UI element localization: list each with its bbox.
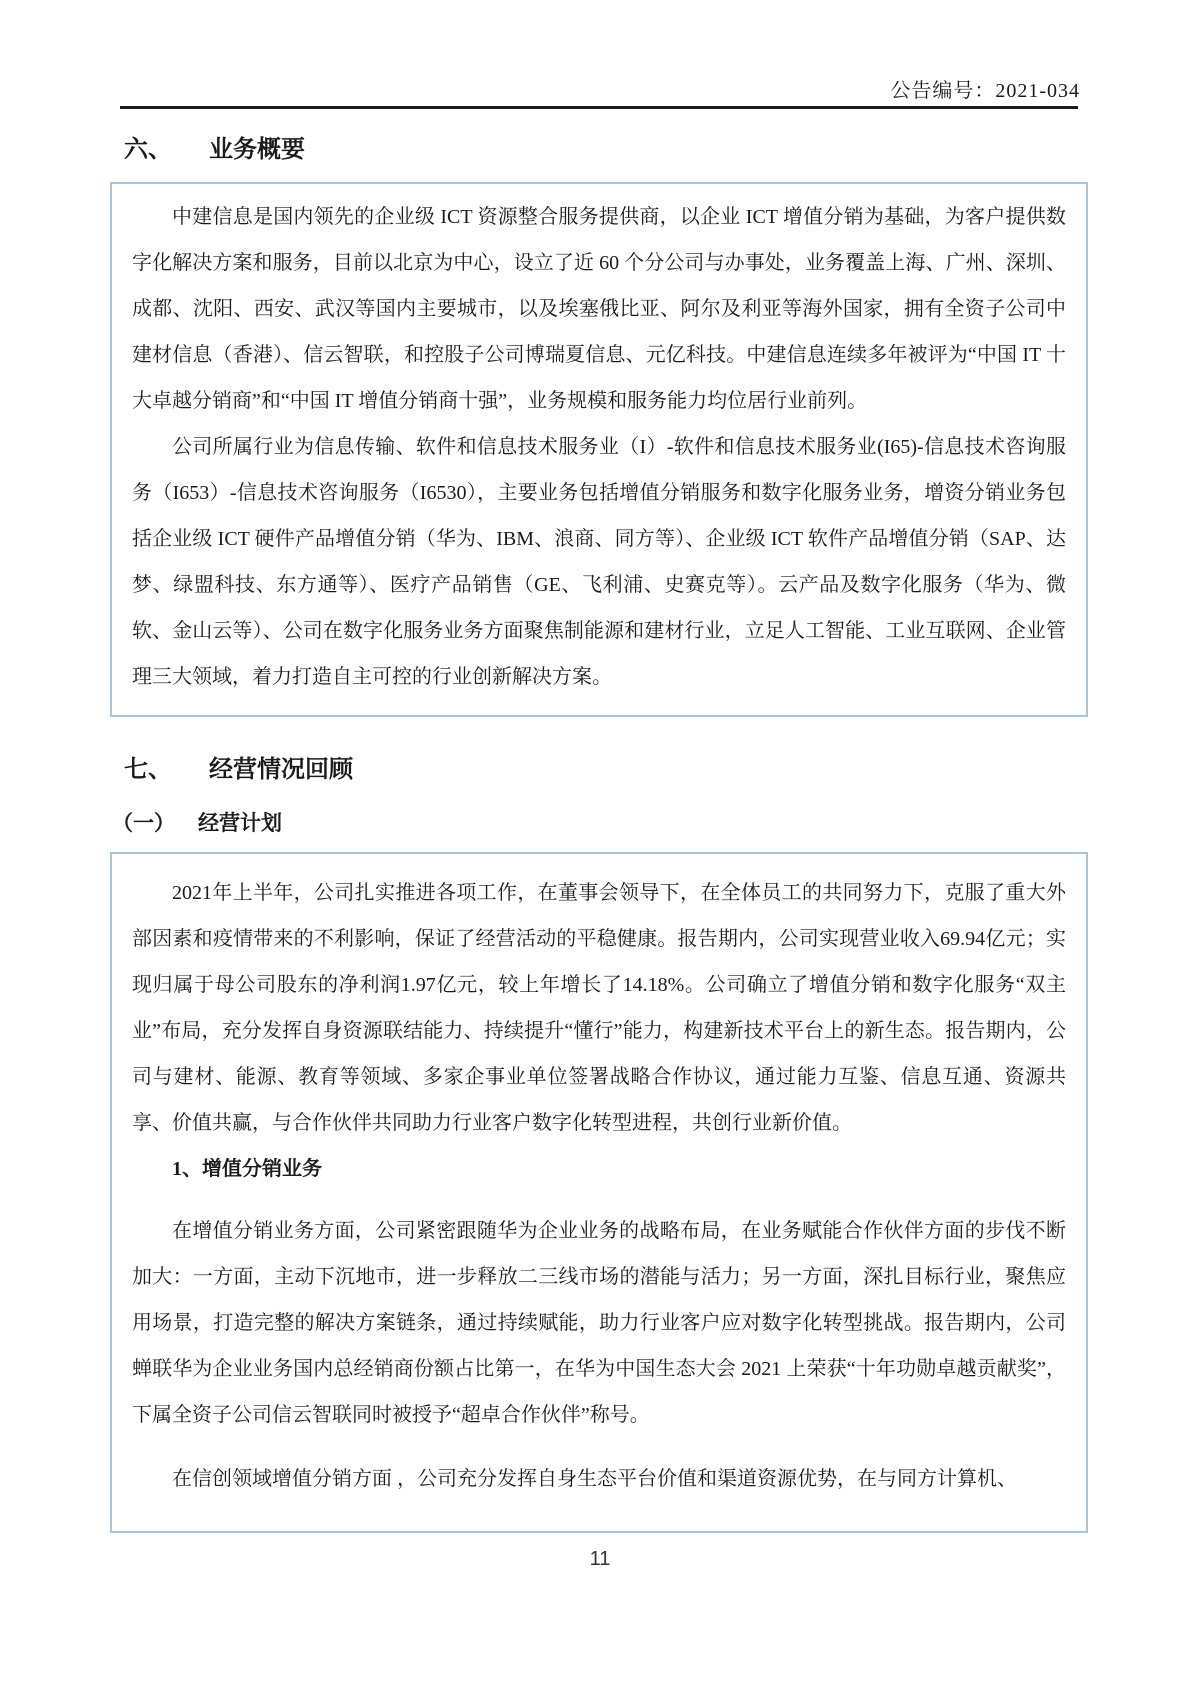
section-number: 六、	[124, 137, 172, 163]
subheading-value-added-distribution: 1、增值分销业务	[172, 1158, 322, 1180]
paragraph: 中建信息是国内领先的企业级 ICT 资源整合服务提供商，以企业 ICT 增值分销为基础，为客户提供数字化解决方案和服务，目前以北京为中心，设立了近 60 个分公司与办事处，业务覆盖上海、广州、深圳、成都、沈阳、西安、武汉等国内主要城市，以及埃塞俄比亚、阿尔及利亚等海外国家，拥有全资子公司中建材信息（香港）、信云智联，和控股子公司博瑞夏信息、元亿科技。中建信息连续多年被评为“中国 IT 十大卓越分销商”和“中国 IT 增值分销商十强”，业务规模和服务能力均位居行业前列。	[132, 206, 1066, 412]
business-overview-box	[110, 182, 1088, 717]
page-number: 11	[589, 1548, 611, 1570]
subsection-number: （一）	[112, 811, 175, 835]
paragraph: 在增值分销业务方面，公司紧密跟随华为企业业务的战略布局，在业务赋能合作伙伴方面的步伐不断加大：一方面，主动下沉地市，进一步释放二三线市场的潜能与活力；另一方面，深扎目标行业，聚焦应用场景，打造完整的解决方案链条，通过持续赋能，助力行业客户应对数字化转型挑战。报告期内，公司蝉联华为企业业务国内总经销商份额占比第一，在华为中国生态大会 2021 上荣获“十年功勋卓越贡献奖”，下属全资子公司信云智联同时被授予“超卓合作伙伴”称号。	[132, 1220, 1066, 1426]
operating-plan-box	[110, 852, 1088, 1533]
announcement-number: 公告编号：2021-034	[890, 80, 1080, 102]
paragraph: 公司所属行业为信息传输、软件和信息技术服务业（I）-软件和信息技术服务业(I65)-信息技术咨询服务（I653）-信息技术咨询服务（I6530），主要业务包括增值分销服务和数字化服务业务，增资分销业务包括企业级 ICT 硬件产品增值分销（华为、IBM、浪商、同方等）、企业级 ICT 软件产品增值分销（SAP、达梦、绿盟科技、东方通等）、医疗产品销售（GE、飞利浦、史赛克等）。云产品及数字化服务（华为、微软、金山云等）、公司在数字化服务业务方面聚焦制能源和建材行业，立足人工智能、工业互联网、企业管理三大领域，着力打造自主可控的行业创新解决方案。	[132, 436, 1066, 688]
section-heading-operating-review	[124, 752, 353, 788]
section-heading-business-overview	[124, 132, 305, 168]
paragraph: 在信创领域增值分销方面 ，公司充分发挥自身生态平台价值和渠道资源优势，在与同方计算机、	[172, 1468, 1017, 1490]
section-title: 经营情况回顾	[209, 757, 353, 783]
subsection-title: 经营计划	[198, 811, 282, 835]
section-title: 业务概要	[209, 137, 305, 163]
subsection-heading-operating-plan	[112, 806, 282, 840]
paragraph: 2021年上半年，公司扎实推进各项工作，在董事会领导下，在全体员工的共同努力下，克服了重大外部因素和疫情带来的不利影响，保证了经营活动的平稳健康。报告期内，公司实现营业收入69.94亿元；实现归属于母公司股东的净利润1.97亿元，较上年增长了14.18%。公司确立了增值分销和数字化服务“双主业”布局，充分发挥自身资源联结能力、持续提升“懂行”能力，构建新技术平台上的新生态。报告期内，公司与建材、能源、教育等领域、多家企事业单位签署战略合作协议，通过能力互鉴、信息互通、资源共享、价值共赢，与合作伙伴共同助力行业客户数字化转型进程，共创行业新价值。	[132, 882, 1066, 1134]
header-rule	[120, 106, 1078, 109]
section-number: 七、	[124, 757, 172, 783]
